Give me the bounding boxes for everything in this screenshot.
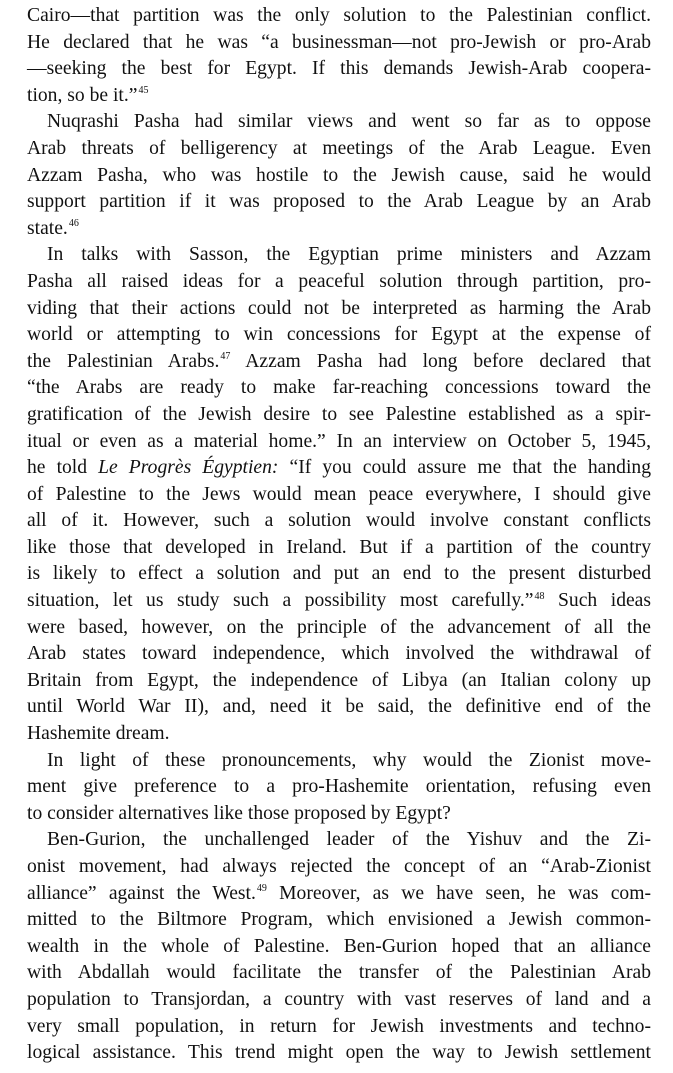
- text-line: viding that their actions could not be interpreted as harming the Arab: [27, 297, 651, 319]
- text-line: support partition if it was proposed to the Arab League by an Arab: [27, 191, 651, 213]
- paragraph-4: [27, 748, 651, 828]
- paragraph-3: [27, 242, 651, 747]
- footnote-marker: 49: [256, 883, 267, 895]
- text-line: of Palestine to the Jews would mean peace everywhere, I should give: [27, 483, 651, 505]
- line-text: Such ideas: [544, 590, 652, 612]
- line-text: he told: [27, 457, 99, 479]
- text-line: [27, 83, 651, 110]
- text-line: all of it. However, such a solution would involve constant conflicts: [27, 510, 651, 532]
- text-line: “the Arabs are ready to make far-reaching concessions toward the: [27, 377, 651, 399]
- text-line: like those that developed in Ireland. But if a partition of the country: [27, 536, 651, 558]
- line-text: situation, let us study such a possibility most carefully.”: [27, 590, 534, 612]
- text-line: wealth in the whole of Palestine. Ben-Gurion hoped that an alliance: [27, 935, 651, 957]
- text-line: were based, however, on the principle of the advancement of all the: [27, 616, 651, 638]
- text-line: with Abdallah would facilitate the transfer of the Palestinian Arab: [27, 962, 651, 984]
- footnote-marker: 47: [220, 351, 231, 363]
- text-line: Azzam Pasha, who was hostile to the Jewish cause, said he would: [27, 164, 651, 186]
- text-line: —seeking the best for Egypt. If this demands Jewish-Arab coopera-: [27, 58, 651, 80]
- text-line: itual or even as a material home.” In an interview on October 5, 1945,: [27, 430, 651, 452]
- text-line: Arab threats of belligerency at meetings of the Arab League. Even: [27, 137, 651, 159]
- publication-title: Le Progrès Égyptien:: [98, 457, 279, 479]
- text-line: [27, 588, 651, 615]
- text-line: onist movement, had always rejected the concept of an “Arab-Zionist: [27, 856, 651, 877]
- text-line: ment give preference to a pro-Hashemite orientation, refusing even: [27, 776, 651, 798]
- text-line: Cairo—that partition was the only solution to the Palestinian conflict.: [27, 5, 651, 26]
- line-text: alliance” against the West.: [27, 882, 256, 904]
- footnote-marker: 46: [68, 218, 79, 230]
- text-line: [27, 455, 651, 482]
- text-line: In light of these pronouncements, why would the Zionist move-: [47, 749, 651, 771]
- paragraph-5: [27, 827, 651, 1066]
- text-line: until World War II), and, need it be said, the definitive end of the: [27, 696, 651, 718]
- text-line: Hashemite dream.: [27, 723, 170, 745]
- paragraph-2: [27, 109, 651, 242]
- line-text: tion, so be it.”: [27, 84, 138, 106]
- text-line: is likely to effect a solution and put an end to the present disturbed: [27, 563, 651, 585]
- text-line: Arab states toward independence, which involved the withdrawal of: [27, 643, 651, 665]
- text-line: mitted to the Biltmore Program, which envisioned a Jewish common-: [27, 909, 651, 931]
- text-line: He declared that he was “a businessman—not pro-Jewish or pro-Arab: [27, 31, 651, 53]
- text-line: [27, 881, 651, 908]
- text-line: to consider alternatives like those proposed by Egypt?: [27, 802, 451, 824]
- footnote-marker: 48: [534, 590, 545, 602]
- line-text: the Palestinian Arabs.: [27, 350, 220, 372]
- line-text: state.: [27, 217, 68, 239]
- text-line: very small population, in return for Jewish investments and techno-: [27, 1015, 651, 1037]
- text-line: Britain from Egypt, the independence of Libya (an Italian colony up: [27, 669, 651, 691]
- footnote-marker: 45: [138, 85, 149, 97]
- text-line: [27, 216, 651, 243]
- line-text: “If you could assure me that the handing: [278, 457, 652, 479]
- text-line: [27, 349, 651, 376]
- text-line: In talks with Sasson, the Egyptian prime ministers and Azzam: [47, 244, 651, 266]
- text-line: Pasha all raised ideas for a peaceful solution through partition, pro-: [27, 270, 651, 292]
- text-line: logical assistance. This trend might open the way to Jewish settlement: [27, 1042, 651, 1064]
- line-text: Moreover, as we have seen, he was com-: [266, 882, 651, 904]
- line-text: Azzam Pasha had long before declared that: [230, 350, 652, 372]
- text-line: Ben-Gurion, the unchallenged leader of the Yishuv and the Zi-: [47, 829, 651, 851]
- text-line: gratification of the Jewish desire to see Palestine established as a spir-: [27, 403, 651, 425]
- text-line: population to Transjordan, a country with vast reserves of land and a: [27, 988, 651, 1010]
- paragraph-1: [27, 3, 651, 109]
- text-line: world or attempting to win concessions for Egypt at the expense of: [27, 324, 651, 346]
- text-line: Nuqrashi Pasha had similar views and went so far as to oppose: [47, 111, 651, 133]
